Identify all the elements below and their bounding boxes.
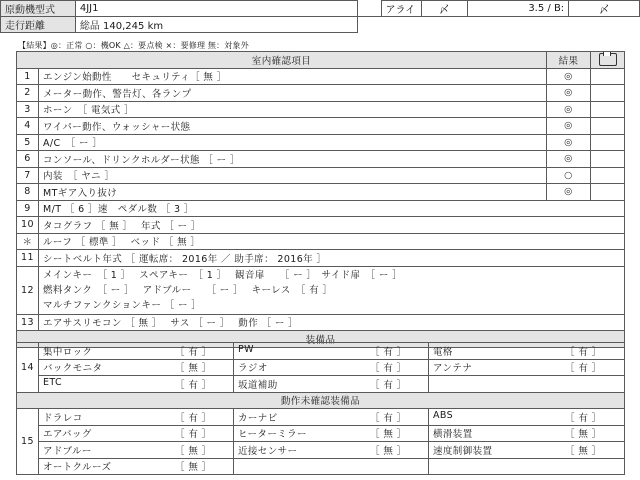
check-result: ◎ — [547, 101, 591, 118]
section-title: 室内確認項目 — [17, 52, 547, 69]
alignment-value: 3.5 / B: — [467, 1, 569, 17]
check-item: ホーン ［ 電気式 ］ — [39, 101, 547, 118]
check-result: ◎ — [547, 118, 591, 135]
check-item: エンジン始動性 セキュリティ［ 無 ］ — [39, 68, 547, 85]
check-result: ◎ — [547, 85, 591, 102]
model-value: 4JJ1 — [75, 1, 357, 17]
result-legend: 【結果】◎：正常 ○：機OK △：要点検 ×：要修理 無：対象外 — [18, 41, 249, 50]
info-row: 11 シートベルト年式 ［ 運転席： 2016年 ／ 助手席： 2016年 ］ — [17, 250, 625, 267]
mark-2: 〆 — [569, 1, 640, 17]
check-item: 内装 ［ ヤニ ］ — [39, 167, 547, 184]
model-label: 原動機型式 — [1, 1, 76, 17]
check-result: ○ — [547, 167, 591, 184]
clipboard-icon — [591, 52, 625, 69]
header-info-table — [0, 0, 640, 33]
alignment-label: アライ — [381, 1, 421, 17]
result-header: 結果 — [547, 52, 591, 69]
check-row: 4 ワイパー動作、ウォッシャー状態 ◎ — [17, 118, 625, 135]
check-result: ◎ — [547, 134, 591, 151]
check-result: ◎ — [547, 151, 591, 168]
mileage-label: 走行距離 — [1, 17, 76, 33]
info-row: 9 M/T ［ 6 ］速 ペダル数 ［ 3 ］ — [17, 200, 625, 217]
key-line-3: マルチファンクションキー ［ ー ］ — [43, 299, 202, 311]
check-row: 6 コンソール、ドリンクホルダー状態 ［ ー ］ ◎ — [17, 151, 625, 168]
check-row: 7 内装 ［ ヤニ ］ ○ — [17, 167, 625, 184]
key-line-1: メインキー ［ 1 ］ スペアキー ［ 1 ］ 観音扉 ［ ー ］ サイド扉 ［ ー ］ — [43, 269, 403, 281]
check-row: 5 A/C ［ ー ］ ◎ — [17, 134, 625, 151]
check-item: メーター動作、警告灯、各ランプ — [39, 85, 547, 102]
key-info-row: 12 メインキー ［ 1 ］ スペアキー ［ 1 ］ 観音扉 ［ ー ］ サイド扉 ［ ー ］ 燃料タンク ［ ー ］ アドブルー ［ ー ］ キーレス ［ 有 ］ マルチファンクションキー ［ ー ］ — [17, 266, 625, 314]
equipment-table: 14 集中ロック ［ 有 ］ PW ［ 有 ］ 電格 ［ 有 ］ バックモニタ ［ 無 ］ ラジオ ［ 有 ］ アンテナ ［ 有 ］ ETC ［ 有 ］ 坂道補助 ［ 有 ］ 動作未確認装備品 15 ドラレコ ［ 有 ］ カーナビ ［ 有 ］ ABS ［ 有 ］ エアバッグ ［ 有 ］ ヒーターミラー ［ 無 ］ 横滑装置 ［ 無 ］ アドブルー ［ 無 ］ 近接センサー ［ 無 ］ 速度制御装置 ［ 無 ］ オートクルーズ ［ 無 ］ — [16, 342, 625, 475]
info-row: 10 タコグラフ ［ 無 ］ 年式 ［ ー ］ — [17, 217, 625, 234]
check-row: 3 ホーン ［ 電気式 ］ ◎ — [17, 101, 625, 118]
check-result: ◎ — [547, 68, 591, 85]
check-row: 1 エンジン始動性 セキュリティ［ 無 ］ ◎ — [17, 68, 625, 85]
info-row: 13 エアサスリモコン ［ 無 ］ サス ［ ー ］ 動作 ［ ー ］ — [17, 314, 625, 331]
key-line-2: 燃料タンク ［ ー ］ アドブルー ［ ー ］ キーレス ［ 有 ］ — [43, 284, 333, 296]
mileage-value: 総品 140,245 km — [75, 17, 357, 33]
check-item: コンソール、ドリンクホルダー状態 ［ ー ］ — [39, 151, 547, 168]
unchecked-title: 動作未確認装備品 — [17, 392, 625, 409]
check-item: ワイパー動作、ウォッシャー状態 — [39, 118, 547, 135]
mark-1: 〆 — [421, 1, 467, 17]
check-row: 8 MTギア入り抜け ◎ — [17, 184, 625, 201]
equipment-title: 装備品 — [17, 331, 625, 348]
check-item: MTギア入り抜け — [39, 184, 547, 201]
check-result: ◎ — [547, 184, 591, 201]
check-item: A/C ［ ー ］ — [39, 134, 547, 151]
interior-check-table — [16, 51, 625, 348]
info-row: ＊ ルーフ ［ 標準 ］ ベッド ［ 無 ］ — [17, 233, 625, 250]
check-row: 2 メーター動作、警告灯、各ランプ ◎ — [17, 85, 625, 102]
